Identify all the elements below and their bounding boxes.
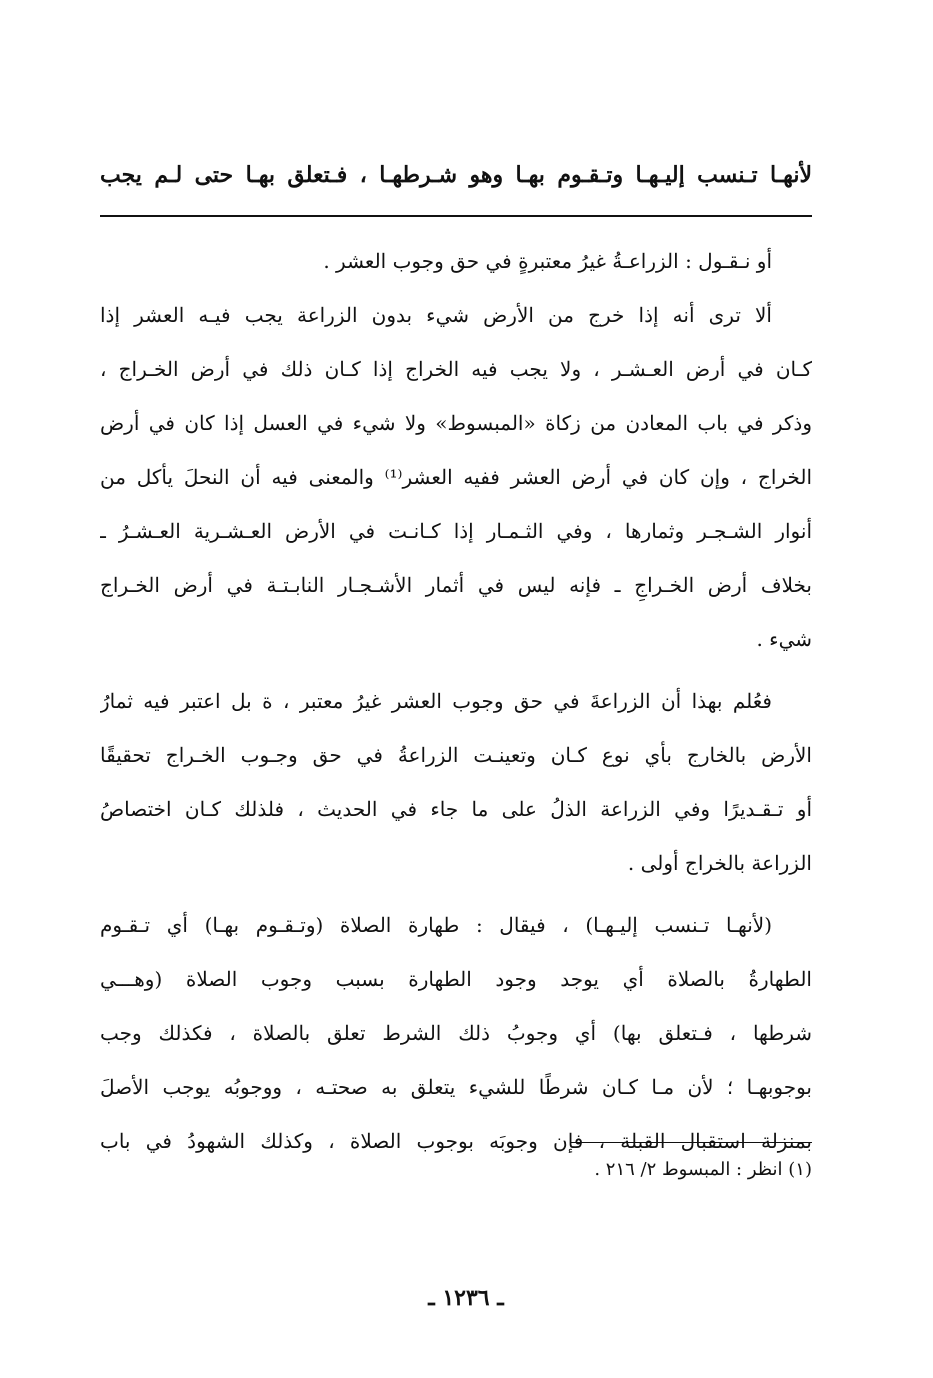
- text-line: بخلاف أرض الخـراجِ ـ فإنه ليس في أثمار الأشـجـار النابـتـة في أرض الخـراج: [100, 573, 812, 597]
- paragraph: [100, 288, 812, 666]
- text-line: بمنزلة استقبال القبلة ، فإن وجوبَه بوجوب الصلاة ، وكذلك الشهودُ في باب: [100, 1129, 812, 1153]
- paragraph-gap: [100, 890, 812, 898]
- text-line: أو نـقـول : الزراعـةُ غيرُ معتبرةٍ في حق وجوب العشر .: [323, 249, 772, 273]
- text-line: الزراعة بالخراج أولى .: [627, 851, 812, 875]
- text-line: (لأنهـا تـنسب إليـهـا) ، فيقال : طهارة الصلاة (وتـقـوم بهـا) أي تـقـوم: [100, 913, 772, 937]
- page-number: ـ ١٢٣٦ ـ: [428, 1285, 504, 1311]
- header-rule: [100, 215, 812, 217]
- text-line: الطهارةُ بالصلاة أي يوجد وجود الطهارة بسبب وجوب الصلاة (وهـــي: [100, 967, 812, 991]
- footnote: (١) انظر : المبسوط ٢/ ٢١٦ .: [594, 1159, 812, 1180]
- paragraph-gap: [100, 666, 812, 674]
- paragraph: [100, 674, 812, 890]
- text-line: شيء .: [756, 627, 812, 651]
- body-text: [100, 234, 812, 1168]
- paragraph: [100, 234, 812, 288]
- paragraph: [100, 898, 812, 1168]
- text-line: بوجوبهـا ؛ لأن مـا كـان شرطًا للشيء يتعلق به صحتـه ، ووجوبُه يوجب الأصلَ: [100, 1075, 812, 1099]
- text-line: الأرض بالخارج بأي نوع كـان وتعينـت الزراعةُ في حق وجـوب الخـراج تحقيقًا: [100, 743, 812, 767]
- text-line: ألا ترى أنه إذا خرج من الأرض شيء بدون الزراعة يجب فيـه العشر إذا: [100, 303, 772, 327]
- text-line: أنوار الشـجـر وثمارها ، وفي الثـمـار إذا كـانـت في الأرض العـشـرية العـشـرُ ـ: [100, 519, 812, 543]
- footnote-rule: [570, 1142, 812, 1143]
- text-line: أو تـقـديرًا وفي الزراعة الذلُ على ما جاء في الحديث ، فلذلك كـان اختصاصُ: [100, 797, 812, 821]
- text-line: فعُلم بهذا أن الزراعةَ في حق وجوب العشر غيرُ معتبر ، ة بل اعتبر فيه ثمارُ: [100, 689, 772, 713]
- text-line: الخراج ، وإن كان في أرض العشر ففيه العشر⁽¹⁾ والمعنى فيه أن النحلَ يأكل من: [100, 465, 812, 489]
- text-line: كـان في أرض العـشـر ، ولا يجب فيه الخراج إذا كـان ذلك في أرض الخـراج ،: [100, 357, 812, 381]
- text-line: شرطها ، فـتعلق بها) أي وجوبُ ذلك الشرط تعلق بالصلاة ، فكذلك وجب: [100, 1021, 812, 1045]
- text-line: وذكر في باب المعادن من زكاة «المبسوط» ولا شيء في العسل إذا كان في أرض: [100, 411, 812, 435]
- running-header: لأنهـا تـنسب إليـهـا وتـقـوم بهـا وهو شـرطهـا ، فـتعلق بهـا حتى لـم يجب: [100, 162, 812, 188]
